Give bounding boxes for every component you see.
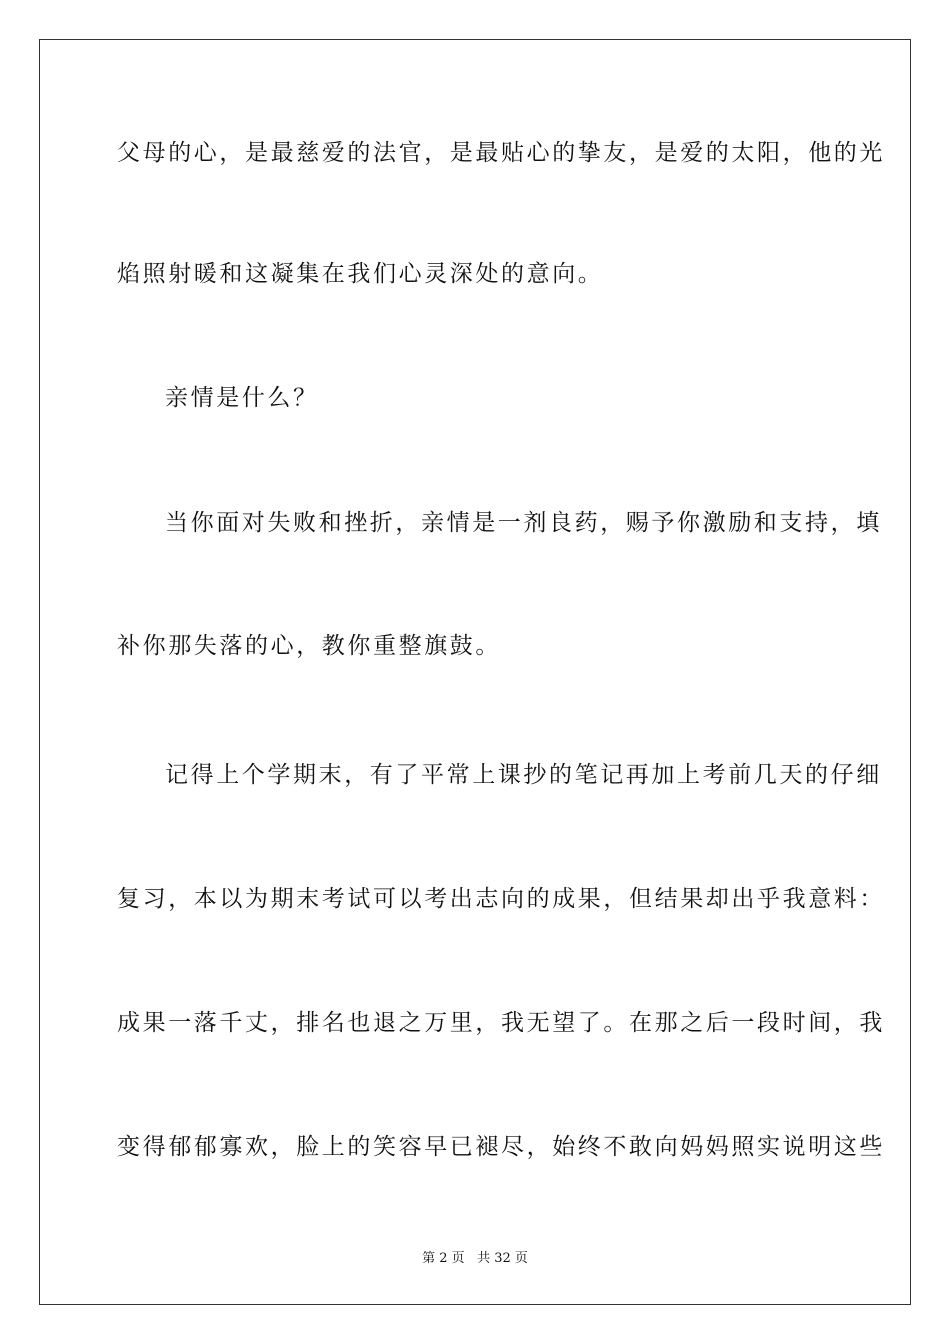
text-line-1: 父母的心，是最慈爱的法官，是最贴心的挚友，是爱的太阳，他的光 — [117, 140, 885, 166]
page-number: 第 2 页 — [422, 1251, 465, 1266]
text-line-9: 变得郁郁寡欢，脸上的笑容早已褪尽，始终不敢向妈妈照实说明这些 — [117, 1134, 885, 1160]
text-line-2: 焰照射暖和这凝集在我们心灵深处的意向。 — [117, 261, 604, 287]
page-footer — [0, 1247, 950, 1266]
page-total: 共 32 页 — [477, 1251, 528, 1266]
text-line-7: 复习，本以为期末考试可以考出志向的成果，但结果却出乎我意料： — [117, 886, 885, 912]
text-line-8: 成果一落千丈，排名也退之万里，我无望了。在那之后一段时间，我 — [117, 1010, 885, 1036]
page-border — [39, 39, 911, 1305]
text-line-5: 补你那失落的心，教你重整旗鼓。 — [117, 633, 501, 659]
text-line-6: 记得上个学期末，有了平常上课抄的笔记再加上考前几天的仔细 — [165, 762, 882, 788]
text-line-4: 当你面对失败和挫折，亲情是一剂良药，赐予你激励和支持，填 — [165, 510, 882, 536]
text-line-3: 亲情是什么？ — [165, 385, 319, 411]
